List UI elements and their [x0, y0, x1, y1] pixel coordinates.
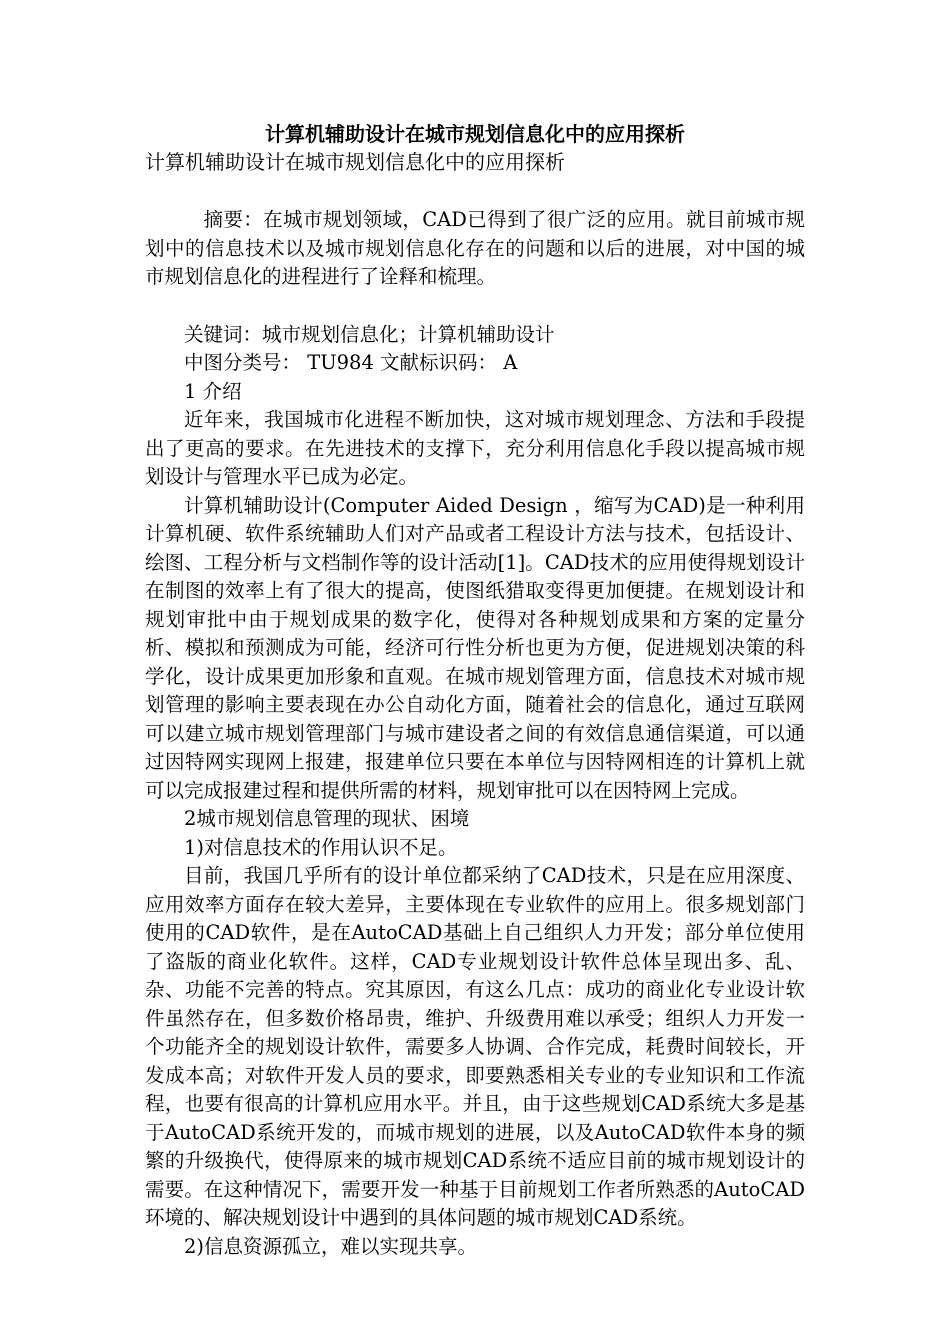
body-paragraph: 计算机辅助设计(Computer Aided Design ，缩写为CAD)是一种利用计算机硬、软件系统辅助人们对产品或者工程设计方法与技术，包括设计、绘图、工程分析与文档制作等的设计活动[1]。CAD技术的应用使得规划设计在制图的效率上有了很大的提高，使图纸猎取变得更加便捷。在规划设计和规划审批中由于规划成果的数字化，使得对各种规划成果和方案的定量分析、模拟和预测成为可能，经济可行性分析也更为方便，促进规划决策的科学化，设计成果更加形象和直观。在城市规划管理方面，信息技术对城市规划管理的影响主要表现在办公自动化方面，随着社会的信息化，通过互联网可以建立城市规划管理部门与城市建设者之间的有效信息通信渠道，可以通过因特网实现网上报建，报建单位只要在本单位与因特网相连的计算机上就可以完成报建过程和提供所需的材料，规划审批可以在因特网上完成。 [145, 493, 805, 802]
section-heading-status: 2城市规划信息管理的现状、困境 [184, 807, 470, 830]
subsection-heading: 2)信息资源孤立，难以实现共享。 [184, 1234, 478, 1258]
document-body [145, 120, 805, 1261]
section-heading-introduction: 1 介绍 [184, 379, 242, 403]
blank-line [145, 177, 805, 206]
classification-line: 中图分类号： TU984 文献标识码： A [184, 351, 518, 374]
document-title: 计算机辅助设计在城市规划信息化中的应用探析 [265, 122, 685, 146]
subsection-heading: 1)对信息技术的作用认识不足。 [184, 835, 458, 859]
document-subtitle: 计算机辅助设计在城市规划信息化中的应用探析 [145, 150, 565, 174]
keywords-line: 关键词：城市规划信息化；计算机辅助设计 [184, 322, 555, 346]
body-paragraph: 目前，我国几乎所有的设计单位都采纳了CAD技术，只是在应用深度、应用效率方面存在较大差异，主要体现在专业软件的应用上。很多规划部门使用的CAD软件，是在AutoCAD基础上自己组织人力开发；部分单位使用了盗版的商业化软件。这样，CAD专业规划设计软件总体呈现出多、乱、杂、功能不完善的特点。究其原因，有这么几点：成功的商业化专业设计软件虽然存在，但多数价格昂贵，维护、升级费用难以承受；组织人力开发一个功能齐全的规划设计软件，需要多人协调、合作完成，耗费时间较长，开发成本高；对软件开发人员的要求，即要熟悉相关专业的专业知识和工作流程，也要有很高的计算机应用水平。并且，由于这些规划CAD系统大多是基于AutoCAD系统开发的，而城市规划的进展，以及AutoCAD软件本身的频繁的升级换代，使得原来的城市规划CAD系统不适应目前的城市规划设计的需要。在这种情况下，需要开发一种基于目前规划工作者所熟悉的AutoCAD环境的、解决规划设计中遇到的具体问题的城市规划CAD系统。 [145, 864, 805, 1229]
abstract-paragraph: 摘要：在城市规划领域，CAD已得到了很广泛的应用。就目前城市规划中的信息技术以及城市规划信息化存在的问题和以后的进展，对中国的城市规划信息化的进程进行了诠释和梳理。 [145, 208, 805, 288]
body-paragraph: 近年来，我国城市化进程不断加快，这对城市规划理念、方法和手段提出了更高的要求。在先进技术的支撑下，充分利用信息化手段以提高城市规划设计与管理水平已成为必定。 [145, 408, 805, 488]
blank-line [145, 292, 805, 321]
